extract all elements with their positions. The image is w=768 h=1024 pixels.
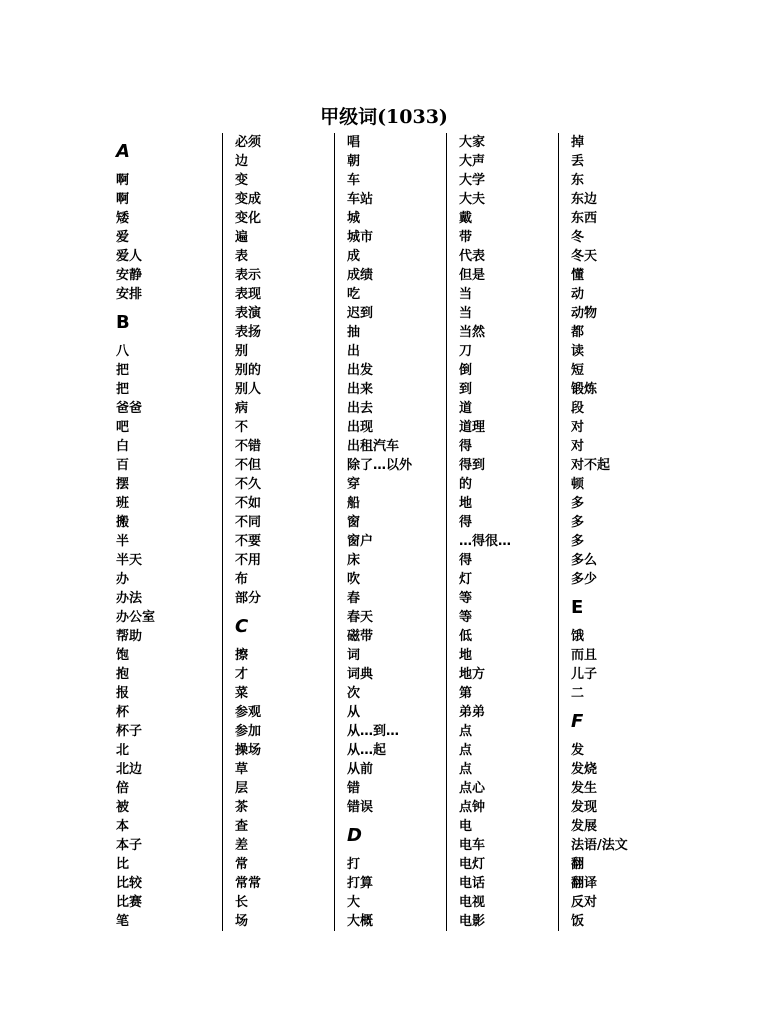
word-entry: 安静 [116,268,143,283]
word-entry: 段 [571,401,585,416]
word-entry: 从前 [347,762,374,777]
word-entry: 从…起 [347,743,387,758]
word-entry: 操场 [235,743,262,758]
word-entry: 东西 [571,211,598,226]
word-entry: 倍 [116,781,130,796]
word-entry: 矮 [116,211,130,226]
word-entry: 差 [235,838,249,853]
word-entry: 得 [459,439,473,454]
word-entry: 遍 [235,230,249,245]
word-entry: 法语/法文 [571,838,628,853]
word-entry: 饿 [571,629,585,644]
word-column-3 [334,133,446,931]
word-entry: 翻译 [571,876,598,891]
word-entry: 丢 [571,154,585,169]
word-entry: 对 [571,420,585,435]
word-entry: 东边 [571,192,598,207]
word-entry: 层 [235,781,249,796]
word-entry: 发生 [571,781,598,796]
word-entry: 翻 [571,857,585,872]
word-entry: 本 [116,819,130,834]
word-entry: 不但 [235,458,262,473]
word-entry: 城市 [347,230,374,245]
word-entry: 顿 [571,477,585,492]
word-entry: 发展 [571,819,598,834]
word-entry: 吃 [347,287,361,302]
word-list-columns [110,133,672,931]
page-title: 甲级词(1033) [320,106,448,128]
word-entry: 半天 [116,553,143,568]
word-entry: 北边 [116,762,143,777]
word-entry: 戴 [459,211,473,226]
word-entry: 多 [571,534,585,549]
word-entry: 变 [235,173,249,188]
word-entry: 车站 [347,192,374,207]
word-entry: 等 [459,591,473,606]
word-entry: 带 [459,230,473,245]
word-entry: 春天 [347,610,374,625]
word-entry: 不久 [235,477,262,492]
word-entry: 笔 [116,914,130,929]
word-entry: 弟弟 [459,705,486,720]
word-entry: 八 [116,344,130,359]
word-entry: 把 [116,363,130,378]
word-entry: 发 [571,743,585,758]
word-entry: 啊 [116,192,130,207]
word-entry: 别 [235,344,249,359]
word-entry: 得到 [459,458,486,473]
word-entry: 帮助 [116,629,143,644]
word-entry: 安排 [116,287,143,302]
word-entry: 车 [347,173,361,188]
word-entry: 搬 [116,515,130,530]
word-entry: 被 [116,800,130,815]
word-entry: 部分 [235,591,262,606]
word-entry: 爸爸 [116,401,143,416]
word-entry: 杯 [116,705,130,720]
word-entry: 抽 [347,325,361,340]
word-entry: 变化 [235,211,262,226]
word-entry: 变成 [235,192,262,207]
word-entry: 大声 [459,154,486,169]
word-entry: 点 [459,724,473,739]
word-entry: 第 [459,686,473,701]
word-entry: 出租汽车 [347,439,400,454]
word-entry: 成绩 [347,268,374,283]
word-entry: 病 [235,401,249,416]
word-entry: 百 [116,458,130,473]
word-entry: 半 [116,534,130,549]
word-entry: 出发 [347,363,374,378]
word-entry: 必须 [235,135,262,150]
word-entry: 但是 [459,268,486,283]
word-entry: 大学 [459,173,486,188]
word-column-1 [110,133,222,931]
word-entry: 成 [347,249,361,264]
word-entry: 掉 [571,135,585,150]
word-entry: 草 [235,762,249,777]
word-entry: 电 [459,819,473,834]
word-entry: 东 [571,173,585,188]
word-entry: 城 [347,211,361,226]
word-entry: 电车 [459,838,486,853]
word-entry: 动物 [571,306,598,321]
word-entry: 大 [347,895,361,910]
word-entry: 别人 [235,382,262,397]
word-entry: 北 [116,743,130,758]
word-entry: 灯 [459,572,473,587]
word-entry: 电话 [459,876,486,891]
word-entry: 表示 [235,268,262,283]
word-entry: 动 [571,287,585,302]
word-entry: 电灯 [459,857,486,872]
word-entry: 大家 [459,135,486,150]
section-letter: E [571,597,584,618]
word-entry: 错 [347,781,361,796]
word-entry: 办公室 [116,610,156,625]
word-entry: 词典 [347,667,374,682]
word-entry: 布 [235,572,249,587]
word-entry: 班 [116,496,130,511]
word-entry: 词 [347,648,361,663]
word-entry: 大夫 [459,192,486,207]
word-entry: 参加 [235,724,262,739]
word-entry: 抱 [116,667,130,682]
word-entry: 出来 [347,382,374,397]
word-entry: 打算 [347,876,374,891]
word-entry: 窗户 [347,534,374,549]
word-entry: 对 [571,439,585,454]
word-entry: 多少 [571,572,598,587]
word-entry: 不 [235,420,249,435]
word-entry: 打 [347,857,361,872]
word-entry: 道理 [459,420,486,435]
word-entry: 报 [116,686,130,701]
word-entry: 啊 [116,173,130,188]
word-entry: 白 [116,439,130,454]
word-entry: 出去 [347,401,374,416]
word-entry: 春 [347,591,361,606]
section-letter: F [571,711,584,732]
word-entry: 对不起 [571,458,611,473]
word-entry: 的 [459,477,473,492]
word-entry: 比较 [116,876,143,891]
word-entry: 查 [235,819,249,834]
section-letter: D [347,825,362,846]
word-entry: 饱 [116,648,130,663]
word-entry: 冬天 [571,249,598,264]
word-entry: 不要 [235,534,262,549]
word-entry: 多 [571,515,585,530]
word-entry: 都 [571,325,585,340]
word-entry: 唱 [347,135,361,150]
word-entry: 不错 [235,439,262,454]
word-entry: 反对 [571,895,598,910]
word-entry: 不用 [235,553,262,568]
word-entry: 低 [459,629,473,644]
word-entry: 别的 [235,363,262,378]
word-entry: 电视 [459,895,486,910]
word-entry: 除了…以外 [347,458,413,473]
word-entry: 擦 [235,648,249,663]
word-entry: 把 [116,382,130,397]
word-entry: 饭 [571,914,585,929]
word-entry: 参观 [235,705,262,720]
word-entry: 而且 [571,648,598,663]
word-entry: 发现 [571,800,598,815]
word-entry: 从…到… [347,724,400,739]
word-entry: 懂 [571,268,585,283]
word-entry: 道 [459,401,473,416]
section-letter: A [116,141,130,162]
word-entry: 错误 [347,800,374,815]
word-entry: 电影 [459,914,486,929]
word-entry: 不如 [235,496,262,511]
word-entry: 船 [347,496,361,511]
word-entry: 等 [459,610,473,625]
word-entry: 冬 [571,230,585,245]
word-entry: 穿 [347,477,361,492]
word-entry: 吹 [347,572,361,587]
word-entry: 常常 [235,876,262,891]
word-entry: 大概 [347,914,374,929]
word-entry: 爱 [116,230,130,245]
word-entry: 场 [235,914,249,929]
word-entry: 茶 [235,800,249,815]
word-entry: 本子 [116,838,143,853]
word-entry: 得 [459,515,473,530]
word-entry: 读 [571,344,585,359]
word-entry: 点 [459,762,473,777]
word-entry: 地方 [459,667,486,682]
word-entry: 长 [235,895,249,910]
word-entry: 办 [116,572,130,587]
word-entry: 地 [459,648,473,663]
word-entry: 点 [459,743,473,758]
word-entry: 磁带 [347,629,374,644]
word-entry: 多么 [571,553,598,568]
word-entry: 菜 [235,686,249,701]
word-column-5 [558,133,670,931]
word-entry: 倒 [459,363,473,378]
word-entry: …得很… [459,534,512,549]
section-letter: C [235,616,249,637]
word-entry: 迟到 [347,306,374,321]
word-entry: 出现 [347,420,374,435]
word-entry: 表 [235,249,249,264]
word-entry: 得 [459,553,473,568]
word-entry: 吧 [116,420,130,435]
word-entry: 不同 [235,515,262,530]
word-entry: 比 [116,857,130,872]
word-column-4 [446,133,558,931]
word-entry: 当 [459,306,473,321]
word-entry: 二 [571,686,585,701]
word-entry: 摆 [116,477,130,492]
word-entry: 多 [571,496,585,511]
word-entry: 比赛 [116,895,143,910]
word-entry: 出 [347,344,361,359]
section-letter: B [116,312,130,333]
word-entry: 锻炼 [571,382,598,397]
word-entry: 常 [235,857,249,872]
word-entry: 表现 [235,287,262,302]
word-entry: 从 [347,705,361,720]
word-entry: 才 [235,667,249,682]
word-entry: 刀 [459,344,473,359]
word-entry: 表扬 [235,325,262,340]
word-entry: 短 [571,363,585,378]
word-entry: 当然 [459,325,486,340]
word-entry: 边 [235,154,249,169]
word-entry: 代表 [459,249,486,264]
word-entry: 办法 [116,591,143,606]
word-entry: 次 [347,686,361,701]
word-entry: 表演 [235,306,262,321]
word-entry: 儿子 [571,667,598,682]
word-entry: 发烧 [571,762,598,777]
word-entry: 朝 [347,154,361,169]
word-entry: 床 [347,553,361,568]
word-entry: 当 [459,287,473,302]
word-entry: 到 [459,382,473,397]
word-column-2 [222,133,334,931]
word-entry: 点钟 [459,800,486,815]
word-entry: 窗 [347,515,361,530]
word-entry: 点心 [459,781,486,796]
word-entry: 地 [459,496,473,511]
word-entry: 爱人 [116,249,143,264]
word-entry: 杯子 [116,724,143,739]
